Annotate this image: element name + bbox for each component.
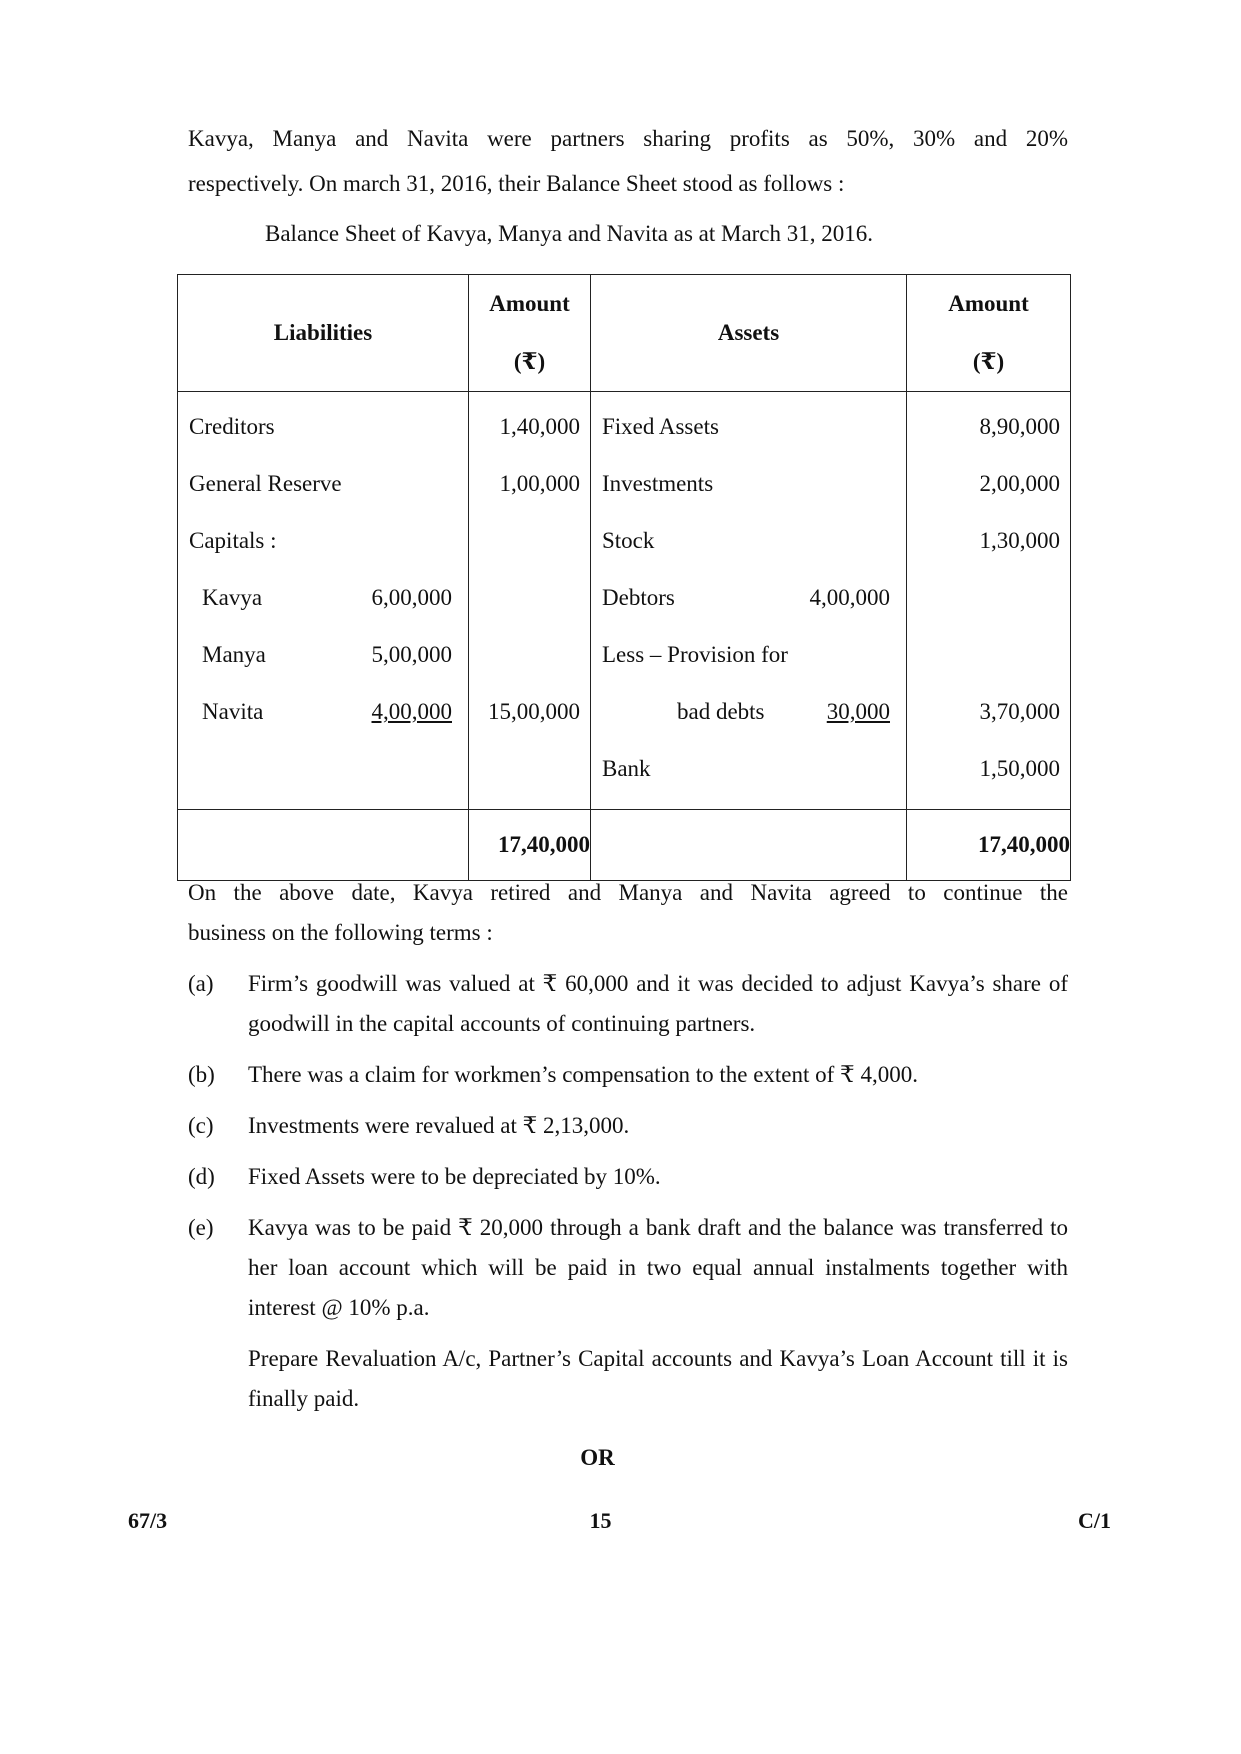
term-label: (e) bbox=[188, 1215, 214, 1240]
term-label: (b) bbox=[188, 1062, 215, 1087]
capital-navita bbox=[178, 683, 468, 740]
term-text: Investments were revalued at ₹ 2,13,000. bbox=[248, 1113, 630, 1138]
investments-label: Investments bbox=[602, 471, 714, 496]
debtors-amount: 4,00,000 bbox=[809, 585, 890, 610]
list-item bbox=[188, 1157, 1068, 1197]
debtors-label: Debtors bbox=[602, 585, 675, 610]
investments-amount: 2,00,000 bbox=[979, 471, 1060, 496]
general-reserve-label: General Reserve bbox=[189, 471, 342, 496]
instruction-text: Prepare Revaluation A/c, Partner’s Capital accounts and Kavya’s Loan Account till it is finally paid. bbox=[248, 1346, 1068, 1411]
intro-paragraph bbox=[188, 116, 1068, 206]
amount-label: Amount bbox=[489, 291, 570, 316]
assets-amount-column bbox=[907, 392, 1071, 810]
kavya-amount: 6,00,000 bbox=[371, 585, 452, 610]
net-debtors-amount: 3,70,000 bbox=[979, 699, 1060, 724]
less-provision-label: Less – Provision for bbox=[602, 642, 788, 667]
manya-amount: 5,00,000 bbox=[371, 642, 452, 667]
fixed-assets-label: Fixed Assets bbox=[602, 414, 719, 439]
term-text: Kavya was to be paid ₹ 20,000 through a bank draft and the balance was transferred to her loan account which will be paid in two equal annual instalments together with interest @ 10% p.a. bbox=[248, 1215, 1068, 1320]
liabilities-total: 17,40,000 bbox=[469, 810, 591, 881]
footer-page-number bbox=[0, 1508, 1241, 1534]
currency-label: (₹) bbox=[972, 349, 1005, 374]
bad-debts-label: bad debts bbox=[677, 699, 765, 724]
assets-amount-header bbox=[907, 275, 1071, 392]
amount-label: Amount bbox=[948, 291, 1029, 316]
capitals-total-amount: 15,00,000 bbox=[488, 699, 580, 724]
bad-debts-amount: 30,000 bbox=[826, 699, 890, 724]
fixed-assets-amount: 8,90,000 bbox=[979, 414, 1060, 439]
liabilities-header: Liabilities bbox=[178, 275, 469, 392]
debtors-row bbox=[591, 569, 906, 626]
liabilities-amount-column bbox=[469, 392, 591, 810]
terms-list bbox=[188, 964, 1068, 1430]
currency-label: (₹) bbox=[513, 349, 546, 374]
creditors-amount: 1,40,000 bbox=[499, 414, 580, 439]
term-label: (d) bbox=[188, 1164, 215, 1189]
retirement-line-1: On the above date, Kavya retired and Manya and Navita agreed to continue the bbox=[188, 880, 1068, 905]
kavya-label: Kavya bbox=[202, 585, 263, 610]
capital-kavya bbox=[178, 569, 468, 626]
assets-total: 17,40,000 bbox=[907, 810, 1071, 881]
list-item bbox=[188, 964, 1068, 1044]
creditors-label: Creditors bbox=[189, 414, 275, 439]
table-total-row bbox=[178, 810, 1071, 881]
stock-amount: 1,30,000 bbox=[979, 528, 1060, 553]
balance-sheet-table bbox=[177, 274, 1071, 881]
navita-amount: 4,00,000 bbox=[371, 699, 452, 724]
intro-line-2: respectively. On march 31, 2016, their Balance Sheet stood as follows : bbox=[188, 171, 845, 196]
list-item bbox=[188, 1106, 1068, 1146]
term-text: Firm’s goodwill was valued at ₹ 60,000 and it was decided to adjust Kavya’s share of goodwill in the capital accounts of continuing partners. bbox=[248, 971, 1068, 1036]
bank-amount: 1,50,000 bbox=[979, 756, 1060, 781]
bank-label: Bank bbox=[602, 756, 651, 781]
capitals-label: Capitals : bbox=[189, 528, 277, 553]
assets-header: Assets bbox=[591, 275, 907, 392]
term-label: (c) bbox=[188, 1113, 214, 1138]
or-separator: OR bbox=[580, 1445, 615, 1470]
balance-sheet-caption: Balance Sheet of Kavya, Manya and Navita as at March 31, 2016. bbox=[265, 221, 874, 246]
liabilities-amount-header bbox=[469, 275, 591, 392]
navita-label: Navita bbox=[202, 699, 264, 724]
term-text: There was a claim for workmen’s compensation to the extent of ₹ 4,000. bbox=[248, 1062, 918, 1087]
list-item bbox=[188, 1055, 1068, 1095]
retirement-paragraph bbox=[188, 873, 1068, 953]
bad-debts-row bbox=[591, 683, 906, 740]
table-header-row bbox=[178, 275, 1071, 392]
term-text: Fixed Assets were to be depreciated by 10%. bbox=[248, 1164, 661, 1189]
footer-set: C/1 bbox=[1078, 1508, 1111, 1533]
page-number: 15 bbox=[589, 1508, 612, 1533]
stock-label: Stock bbox=[602, 528, 655, 553]
intro-line-1: Kavya, Manya and Navita were partners sharing profits as 50%, 30% and 20% bbox=[188, 126, 1068, 151]
assets-column bbox=[591, 392, 907, 810]
liabilities-column bbox=[178, 392, 469, 810]
term-label: (a) bbox=[188, 971, 214, 996]
retirement-line-2: business on the following terms : bbox=[188, 920, 493, 945]
table-body-row bbox=[178, 392, 1071, 810]
list-item bbox=[188, 1208, 1068, 1328]
footer-code: 67/3 bbox=[128, 1508, 168, 1533]
instruction-item bbox=[188, 1339, 1068, 1419]
manya-label: Manya bbox=[202, 642, 266, 667]
capital-manya bbox=[178, 626, 468, 683]
general-reserve-amount: 1,00,000 bbox=[499, 471, 580, 496]
